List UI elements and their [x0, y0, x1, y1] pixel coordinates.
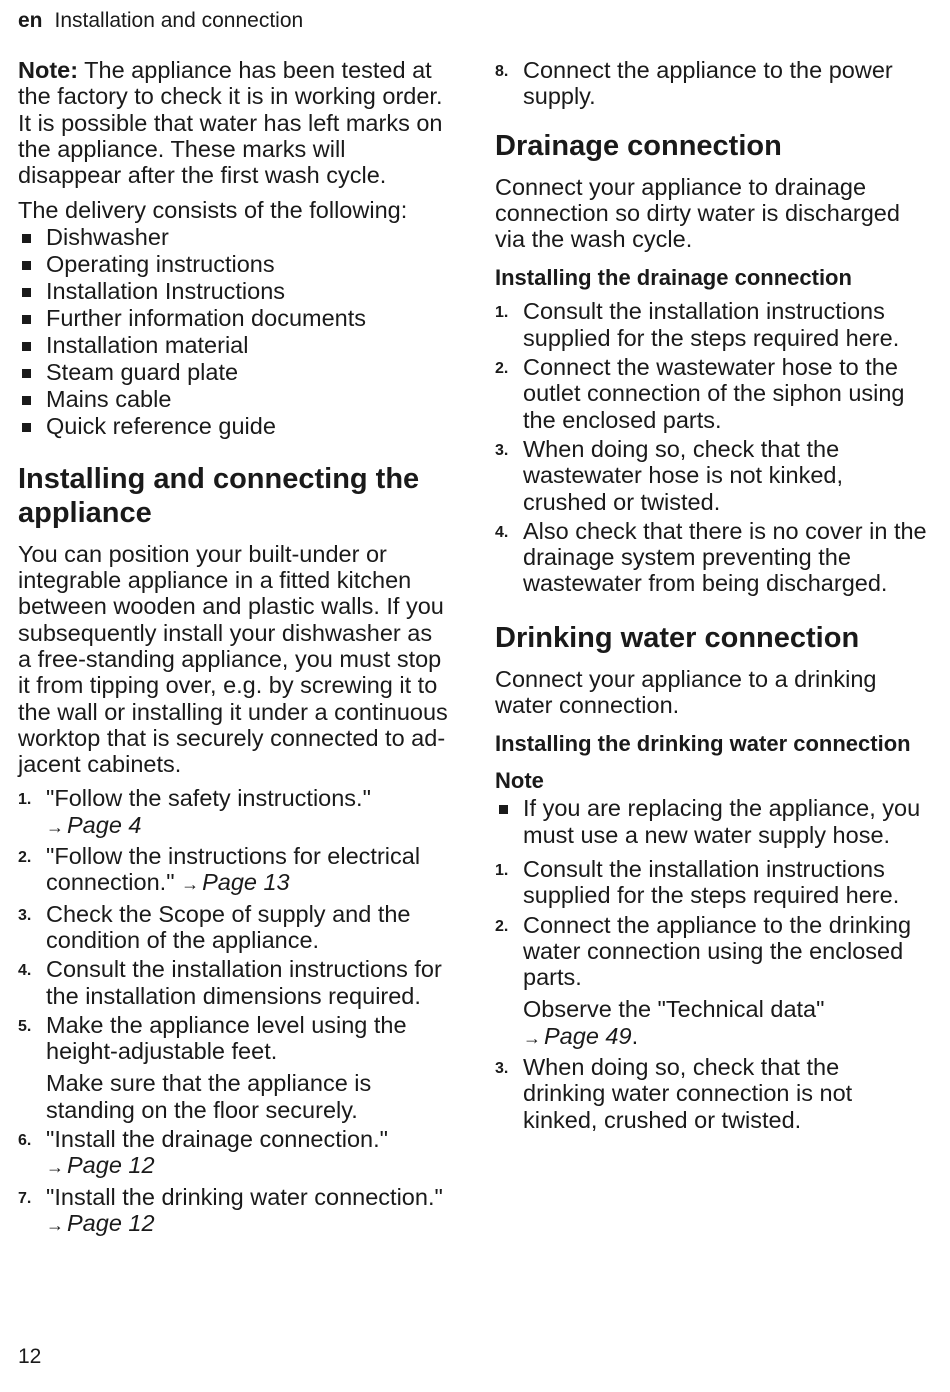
- list-item: Installation Instructions: [18, 278, 450, 305]
- language-code: en: [18, 9, 43, 32]
- bullet-square-icon: [22, 234, 31, 243]
- note-label: Note:: [18, 57, 79, 83]
- page-reference: → Page 4: [46, 811, 142, 838]
- note-paragraph: [18, 57, 450, 188]
- section-heading-installing: Installing and connecting the appliance: [18, 462, 420, 529]
- drainage-intro: Connect your appliance to drainage connection so dirty water is discharged via the wash cycle.: [495, 173, 900, 253]
- page-number: 12: [18, 1345, 42, 1368]
- bullet-square-icon: [22, 396, 31, 405]
- note-list: [495, 795, 927, 848]
- arrow-right-icon: →: [46, 816, 64, 837]
- step-item: 2. "Follow the instructions for electrical connection." → Page 13: [18, 843, 421, 896]
- step-item: 8. Connect the appliance to the power supply.: [495, 57, 893, 110]
- drinking-intro: Connect your appliance to a drinking water connection.: [495, 665, 877, 719]
- list-item: Dishwasher: [18, 224, 450, 251]
- bullet-square-icon: [499, 805, 508, 814]
- step-item: 1. Consult the installation instructions supplied for the steps required here.: [495, 855, 900, 909]
- step-item: 2. Connect the appliance to the drinking water connection using the enclosed parts. Observe the "Technical data" → Page 49.: [495, 912, 927, 1051]
- section-heading-drinking-water: Drinking water connection: [495, 621, 860, 654]
- step-item: 4. Also check that there is no cover in the drainage system preventing the wastewater from being discharged.: [495, 517, 927, 597]
- step-item: 1. "Follow the safety instructions." → Page 4: [18, 785, 371, 838]
- step-subnote: Make sure that the appliance is standing on the floor securely.: [46, 1070, 372, 1123]
- subheading-installing-drinking-water: Installing the drinking water connection: [495, 731, 911, 757]
- arrow-right-icon: →: [46, 1157, 64, 1178]
- bullet-square-icon: [22, 369, 31, 378]
- step-item: 1. Consult the installation instructions supplied for the steps required here.: [495, 298, 900, 351]
- page-reference: → Page 12: [46, 1209, 155, 1236]
- step-item: 4. Consult the installation instructions for the installation dimensions required.: [18, 956, 442, 1009]
- bullet-square-icon: [22, 342, 31, 351]
- list-item: Quick reference guide: [18, 413, 450, 440]
- page-reference: → Page 49: [523, 1022, 632, 1049]
- page-header: [18, 9, 303, 33]
- page-reference: → Page 13: [181, 869, 290, 896]
- note-heading: Note: [495, 768, 544, 794]
- step-item: 6. "Install the drainage connection." → Page 12: [18, 1126, 388, 1179]
- step-8-list: [495, 57, 927, 110]
- note-text: The appliance has been tested at the factory to check it is in working order. It is possible that water has left marks on the appliance. These marks will disappear after the first wash cycle.: [18, 57, 443, 189]
- step-item: 3. When doing so, check that the wastewater hose is not kinked, crushed or twisted.: [495, 435, 844, 515]
- bullet-square-icon: [22, 315, 31, 324]
- arrow-right-icon: →: [523, 1027, 541, 1048]
- arrow-right-icon: →: [46, 1214, 64, 1235]
- installing-steps: [18, 785, 450, 1238]
- list-item: Installation material: [18, 332, 450, 359]
- section-heading-drainage: Drainage connection: [495, 129, 782, 162]
- arrow-right-icon: →: [181, 874, 200, 895]
- installing-body: You can position your built-under or integrable appliance in a fitted kitchen between wooden and plastic walls. If you subsequently install your dishwasher as a free-standing appliance, you must stop it from tipping over, e.g. by screwing it to the wall or installing it under a continuous worktop that is securely connected to adjacent cabinets.: [18, 540, 448, 778]
- bullet-square-icon: [22, 261, 31, 270]
- drinking-steps: [495, 856, 927, 1133]
- step-item: 7. "Install the drinking water connection." → Page 12: [18, 1183, 443, 1236]
- step-item: 2. Connect the wastewater hose to the outlet connection of the siphon using the enclosed parts.: [495, 354, 905, 433]
- step-subnote: Observe the "Technical data" → Page 49.: [523, 996, 825, 1049]
- delivery-intro: The delivery consists of the following:: [18, 197, 408, 224]
- subheading-installing-drainage: Installing the drainage connection: [495, 265, 852, 291]
- bullet-square-icon: [22, 288, 31, 297]
- step-item: 3. When doing so, check that the drinking water connection is not kinked, crushed or twisted.: [495, 1054, 853, 1133]
- list-item: Further information documents: [18, 305, 450, 332]
- list-item: Steam guard plate: [18, 359, 450, 386]
- delivery-list: [18, 224, 450, 440]
- page-reference: → Page 12: [46, 1152, 155, 1179]
- list-item: If you are replacing the appliance, you must use a new water supply hose.: [495, 795, 927, 848]
- list-item: Mains cable: [18, 386, 450, 413]
- left-column: [18, 57, 450, 1238]
- section-name: Installation and connection: [54, 9, 304, 32]
- list-item: Operating instructions: [18, 251, 450, 278]
- bullet-square-icon: [22, 423, 31, 432]
- drainage-steps: [495, 298, 927, 596]
- right-column: [495, 57, 927, 1133]
- step-item: 5. Make the appliance level using the height-adjustable feet. Make sure that the appliance is standing on the floor securely.: [18, 1012, 450, 1123]
- step-item: 3. Check the Scope of supply and the condition of the appliance.: [18, 900, 411, 953]
